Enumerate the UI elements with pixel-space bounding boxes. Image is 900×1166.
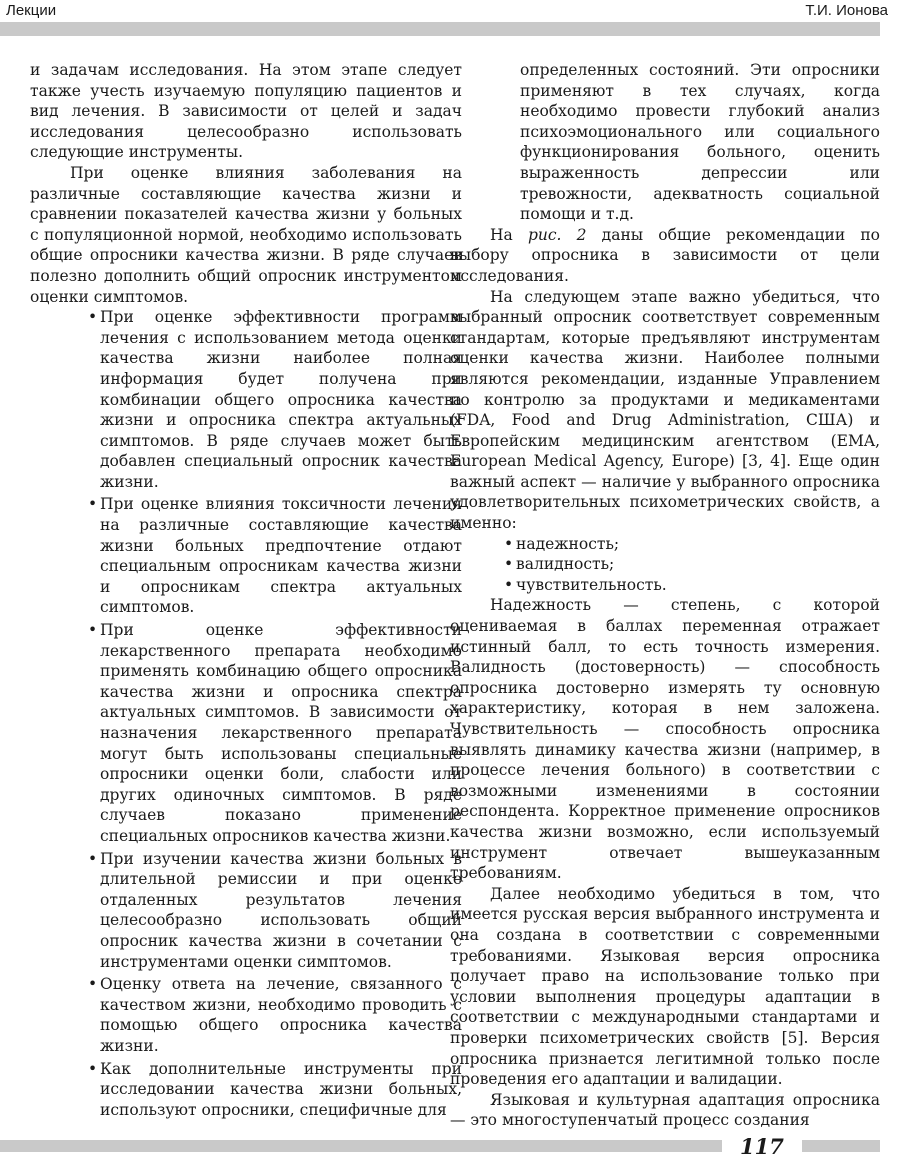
running-header-author: Т.И. Ионова xyxy=(805,2,888,19)
footer-rule-left xyxy=(0,1140,722,1152)
paragraph: При оценке влияния заболевания на различные составляющие качества жизни и сравнении показателей качества жизни у больных с популяционной нормой, необходимо использовать общие опросники качества жизни. В ряде случаев полезно дополнить общий опросник инструментом оценки симптомов. xyxy=(30,163,462,306)
list-item: • При оценке эффективности программ лечения с использованием метода оценки качества жизни наиболее полная информация будет получена при комбинации общего опросника качества жизни и опросника спектра актуальных симптомов. В ряде случаев может быть добавлен специальный опросник качества жизни. xyxy=(60,307,462,492)
paragraph xyxy=(450,225,880,287)
footer-rule-right xyxy=(802,1140,880,1152)
page-number: 117 xyxy=(740,1134,784,1159)
paragraph: Надежность — степень, с которой оцениваемая в баллах переменная отражает истинный балл, то есть точность измерения. Валидность (достоверность) — способность опросника достоверно измерять ту основную характеристику, которая в нем заложена. Чувствительность — способность опросника выявлять динамику качества жизни (например, в процессе лечения больного) в соответствии с возможными изменениями в состоянии респондента. Корректное применение опросников качества жизни возможно, если используемый инструмент отвечает вышеуказанным требованиям. xyxy=(450,596,880,883)
text-run: На xyxy=(490,225,528,244)
right-column xyxy=(450,60,880,1131)
list-item: • Как дополнительные инструменты при исследовании качества жизни больных, используют опросники, специфичные для xyxy=(60,1059,462,1121)
figure-reference: рис. 2 xyxy=(527,225,587,244)
list-item: • Оценку ответа на лечение, связанного с качеством жизни, необходимо проводить с помощью общего опросника качества жизни. xyxy=(60,974,462,1056)
text-run: даны общие рекомендации по выбору опросника в зависимости от цели исследования. xyxy=(450,225,880,285)
paragraph: и задачам исследования. На этом этапе следует также учесть изучаемую популяцию пациентов и вид лечения. В зависимости от целей и задач исследования целесообразно использовать следующие инструменты. xyxy=(30,61,462,162)
list-item: • При оценке эффективности лекарственного препарата необходимо применять комбинацию общего опросника качества жизни и опросника спектра актуальных симптомов. В зависимости от назначения лекарственного препарата могут быть использованы специальные опросники оценки боли, слабости или других одиночных симптомов. В ряде случаев показано применение специальных опросников качества жизни. xyxy=(60,620,462,847)
list-item-continuation: определенных состояний. Эти опросники применяют в тех случаях, когда необходимо провести глубокий анализ психоэмоционального или социального функционирования больного, оценить выраженность депрессии или тревожности, адекватность социальной помощи и т.д. xyxy=(520,61,880,224)
paragraph: Далее необходимо убедиться в том, что имеется русская версия выбранного инструмента и она создана в соответствии с современными требованиями. Языковая версия опросника получает право на использование только при условии выполнения процедуры адаптации в соответствии с международными стандартами и проверки психометрических свойств [5]. Версия опросника признается легитимной только после проведения его адаптации и валидации. xyxy=(450,884,880,1089)
recommendations-list xyxy=(30,307,462,1120)
paragraph: На следующем этапе важно убедиться, что выбранный опросник соответствует современным стандартам, которые предъявляют инструментам оценки качества жизни. Наиболее полными являются рекомендации, изданные Управлением по контролю за продуктами и медикаментами (FDA, Food and Drug Administration, США) и Европейским медицинским агентством (EMA, European Medical Agency, Europe) [3, 4]. Еще один важный аспект — наличие у выбранного опросника удовлетворительных психометрических свойств, а именно: xyxy=(450,287,880,533)
list-item: • валидность; xyxy=(450,554,880,575)
list-item: • При оценке влияния токсичности лечения на различные составляющие качества жизни больных предпочтение отдают специальным опросникам качества жизни и опросникам спектра актуальных симптомов. xyxy=(60,494,462,618)
list-item: • При изучении качества жизни больных в длительной ремиссии и при оценке отдаленных результатов лечения целесообразно использовать общий опросник качества жизни в сочетании с инструментами оценки симптомов. xyxy=(60,849,462,973)
list-item: • чувствительность. xyxy=(450,575,880,596)
list-item: • надежность; xyxy=(450,534,880,555)
left-column xyxy=(30,60,462,1122)
running-header-section: Лекции xyxy=(6,2,57,19)
paragraph: Языковая и культурная адаптация опросника — это многоступенчатый процесс создания xyxy=(450,1090,880,1130)
header-rule xyxy=(0,22,880,36)
properties-list xyxy=(450,534,880,596)
